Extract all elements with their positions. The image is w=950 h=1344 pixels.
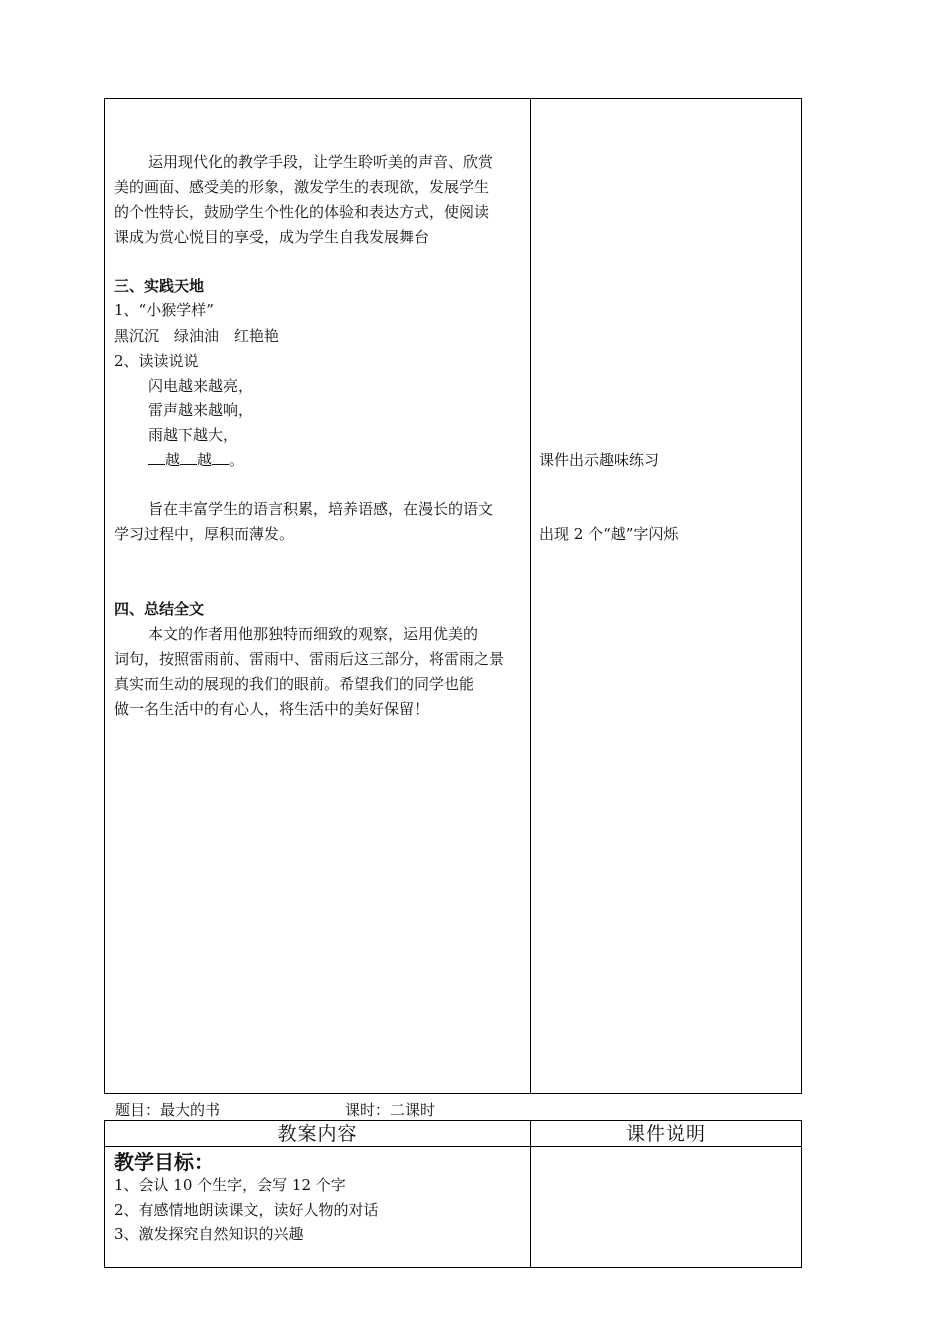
lesson-period: 课时：二课时: [345, 1101, 436, 1119]
paragraph-line: 课成为赏心悦目的享受，成为学生自我发展舞台: [114, 228, 430, 246]
column-divider: [530, 99, 531, 1093]
courseware-note: 课件出示趣味练习: [539, 451, 660, 469]
poem-line: 闪电越来越亮，: [148, 377, 254, 395]
blank: [180, 450, 197, 465]
paragraph-line: 旨在丰富学生的语言积累，培养语感，在漫长的语文: [148, 500, 494, 518]
courseware-note: 出现 2 个“越”字闪烁: [539, 525, 679, 543]
poem-line: 雷声越来越响，: [148, 401, 254, 419]
header-courseware-notes: 课件说明: [625, 1123, 706, 1145]
lesson-title: 题目：最大的书: [115, 1101, 221, 1119]
practice-item-1: 1、“小猴学样”: [114, 301, 214, 319]
lesson-table-lower: [104, 1120, 802, 1268]
practice-words: 黑沉沉 绿油油 红艳艳: [114, 327, 280, 345]
paragraph-line: 真实而生动的展现的我们的眼前。希望我们的同学也能: [114, 675, 475, 693]
paragraph-line: 学习过程中，厚积而薄发。: [114, 525, 295, 543]
goal-item: 1、会认 10 个生字，会写 12 个字: [114, 1176, 346, 1194]
header-lesson-content: 教案内容: [277, 1123, 358, 1145]
blank-word: 越: [197, 451, 213, 469]
practice-item-2: 2、读读说说: [114, 352, 199, 370]
section-heading-summary: 四、总结全文: [114, 600, 205, 618]
goals-title: 教学目标：: [114, 1150, 214, 1174]
blank-end: 。: [229, 451, 245, 469]
section-heading-practice: 三、实践天地: [114, 277, 205, 295]
paragraph-line: 美的画面、感受美的形象，激发学生的表现欲，发展学生: [114, 178, 490, 196]
paragraph-line: 词句，按照雷雨前、雷雨中、雷雨后这三部分，将雷雨之景: [114, 650, 505, 668]
fill-blank-line: [148, 450, 244, 470]
paragraph-line: 运用现代化的教学手段，让学生聆听美的声音、欣赏: [148, 153, 494, 171]
lesson-table-upper: [104, 98, 802, 1094]
goal-item: 2、有感情地朗读课文，读好人物的对话: [114, 1201, 379, 1219]
blank: [148, 450, 165, 465]
goal-item: 3、激发探究自然知识的兴趣: [114, 1225, 304, 1243]
paragraph-line: 本文的作者用他那独特而细致的观察，运用优美的: [148, 625, 479, 643]
poem-line: 雨越下越大，: [148, 426, 239, 444]
blank-word: 越: [165, 451, 181, 469]
paragraph-line: 的个性特长，鼓励学生个性化的体验和表达方式，使阅读: [114, 203, 490, 221]
blank: [212, 450, 229, 465]
header-divider: [105, 1146, 801, 1147]
paragraph-line: 做一名生活中的有心人，将生活中的美好保留！: [114, 700, 430, 718]
